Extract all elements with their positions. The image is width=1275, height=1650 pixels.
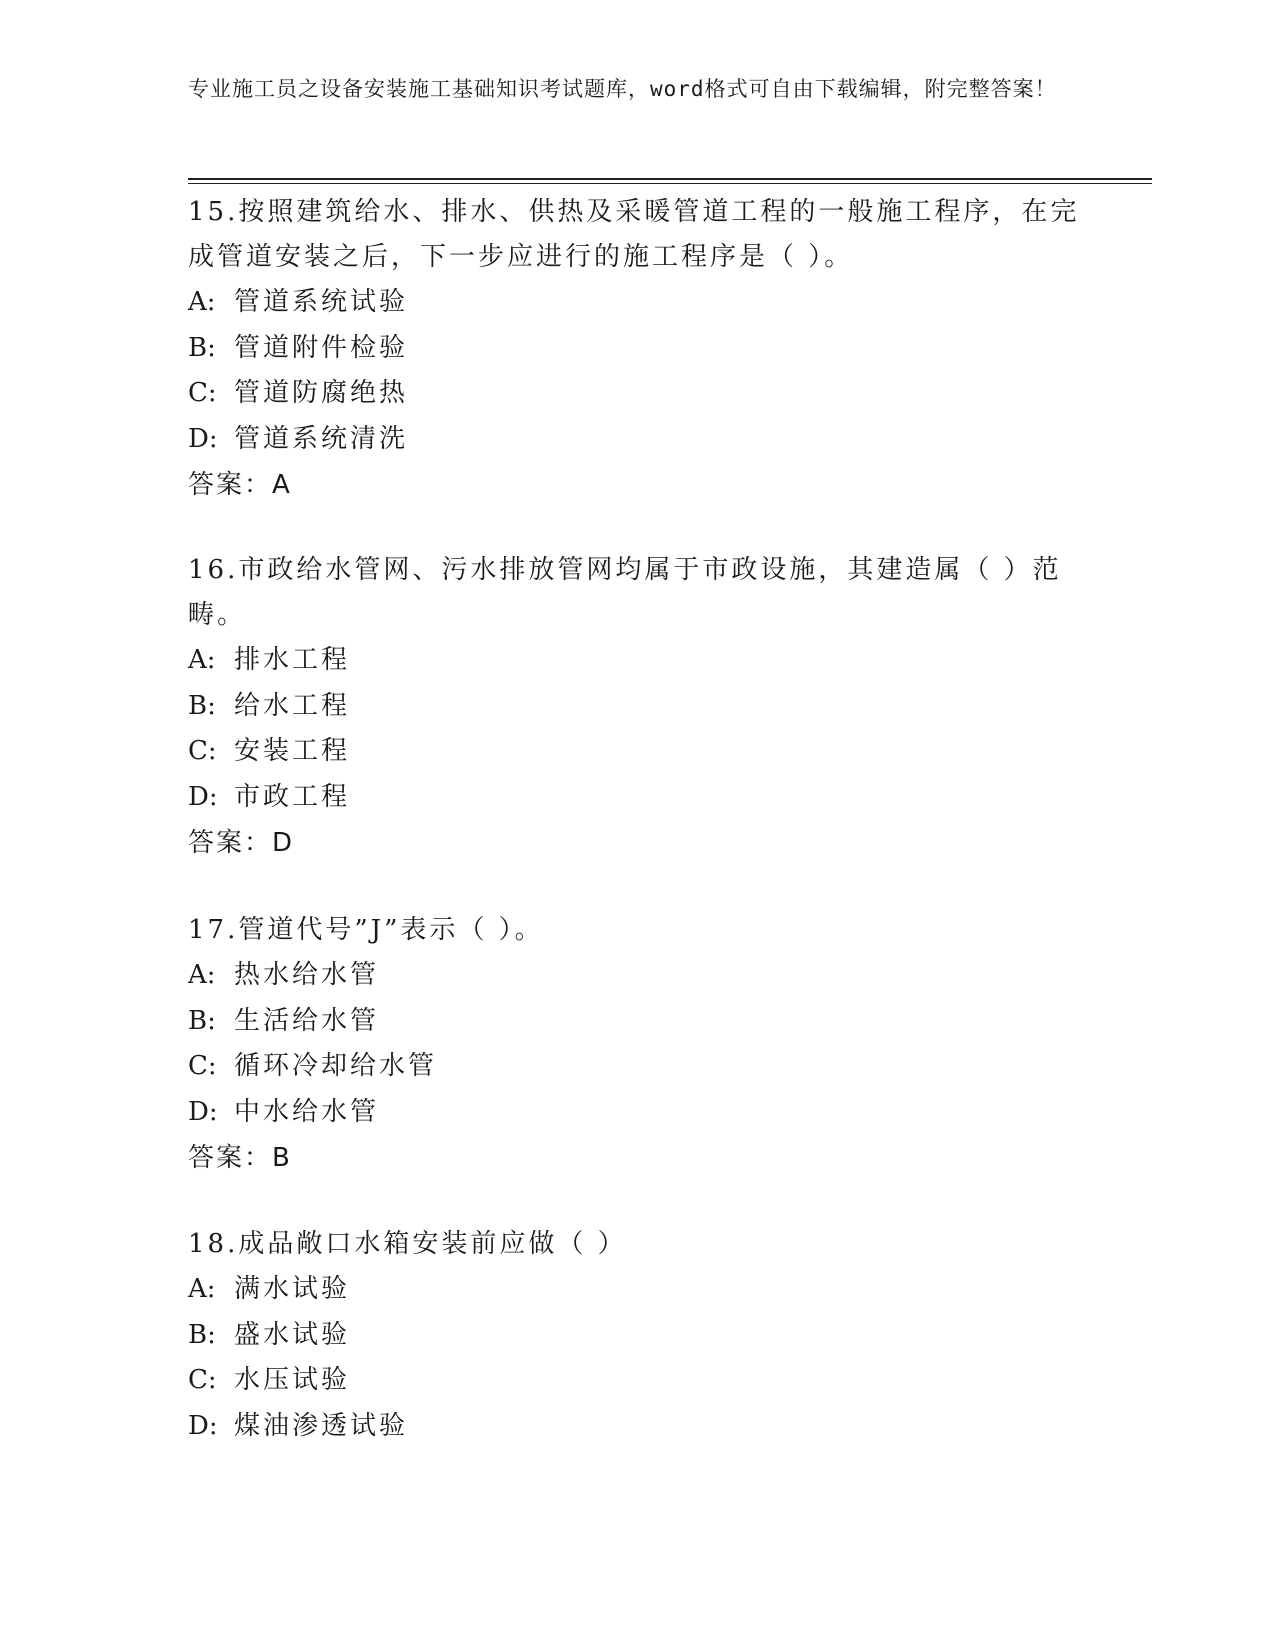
option-text: 中水给水管: [234, 1096, 380, 1127]
option-text: 循环冷却给水管: [234, 1051, 438, 1081]
option-a: [188, 953, 1088, 999]
option-b: [188, 1313, 1088, 1359]
option-letter: A:: [188, 645, 216, 675]
option-letter: C:: [188, 1051, 217, 1081]
option-letter: B:: [188, 1319, 216, 1350]
option-text: 生活给水管: [234, 1005, 380, 1036]
option-text: 水压试验: [234, 1365, 351, 1395]
document-header: 专业施工员之设备安装施工基础知识考试题库，word格式可自由下载编辑，附完整答案！: [188, 77, 1057, 101]
question-stem: 16.市政给水管网、污水排放管网均属于市政设施，其建造属（ ）范畴。: [188, 555, 1062, 630]
option-a: [188, 638, 1088, 684]
option-d: [188, 1404, 1088, 1450]
option-letter: D:: [188, 1410, 218, 1441]
option-letter: B:: [188, 690, 216, 721]
option-letter: A:: [188, 287, 216, 317]
option-letter: B:: [188, 1005, 216, 1036]
option-b: [188, 684, 1088, 730]
option-a: [188, 1267, 1088, 1313]
option-letter: C:: [188, 378, 217, 408]
option-letter: C:: [188, 736, 217, 766]
option-letter: D:: [188, 423, 218, 454]
answer-line: 答案：B: [188, 1143, 292, 1173]
option-text: 给水工程: [234, 690, 351, 721]
option-c: [188, 1358, 1088, 1404]
option-c: [188, 1044, 1088, 1090]
option-text: 煤油渗透试验: [234, 1410, 409, 1441]
question-stem: 15.按照建筑给水、排水、供热及采暖管道工程的一般施工程序，在完成管道安装之后，下一步应进行的施工程序是（ ）。: [188, 197, 1080, 272]
option-letter: A:: [188, 1274, 216, 1304]
option-d: [188, 417, 1088, 463]
option-letter: D:: [188, 781, 218, 812]
option-letter: A:: [188, 960, 216, 990]
answer-line: 答案：D: [188, 828, 295, 858]
option-b: [188, 999, 1088, 1045]
header-divider-thin: [188, 183, 1152, 184]
option-text: 市政工程: [234, 781, 351, 812]
option-letter: C:: [188, 1365, 217, 1395]
option-d: [188, 775, 1088, 821]
question-18: [188, 1222, 1088, 1449]
option-text: 盛水试验: [234, 1319, 351, 1350]
option-a: [188, 280, 1088, 326]
option-letter: D:: [188, 1096, 218, 1127]
option-text: 管道系统试验: [234, 287, 409, 317]
option-text: 热水给水管: [234, 960, 380, 990]
option-letter: B:: [188, 332, 216, 363]
option-text: 排水工程: [234, 645, 351, 675]
header-divider-thick: [188, 178, 1152, 180]
option-text: 安装工程: [234, 736, 351, 766]
option-c: [188, 371, 1088, 417]
option-text: 管道附件检验: [234, 332, 409, 363]
option-b: [188, 326, 1088, 372]
question-15: [188, 190, 1088, 508]
question-stem: 18.成品敞口水箱安装前应做（ ）: [188, 1229, 627, 1259]
option-c: [188, 729, 1088, 775]
option-text: 管道系统清洗: [234, 423, 409, 454]
question-17: [188, 908, 1088, 1181]
answer-line: 答案：A: [188, 470, 292, 500]
option-d: [188, 1090, 1088, 1136]
question-stem: 17.管道代号”J”表示（ ）。: [188, 915, 544, 945]
option-text: 满水试验: [234, 1274, 351, 1304]
question-16: [188, 548, 1088, 866]
option-text: 管道防腐绝热: [234, 378, 409, 408]
